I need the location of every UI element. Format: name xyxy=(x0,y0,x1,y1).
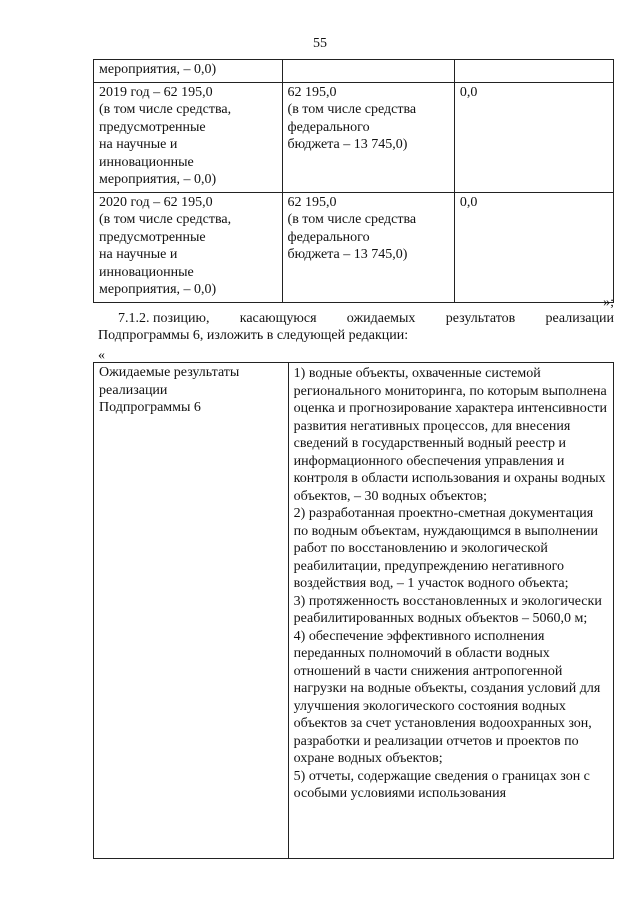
results-label: Ожидаемые результаты реализации Подпрограммы 6 xyxy=(94,363,289,859)
table-row xyxy=(94,60,614,83)
table-cell: 2019 год – 62 195,0 (в том числе средства, предусмотренные на научные и инновационные мероприятия, – 0,0) xyxy=(94,82,283,192)
results-list xyxy=(288,363,613,859)
list-item: 4) обеспечение эффективного исполнения переданных полномочий в области водных отношений в части снижения антропогенной нагрузки на водные объекты, создания условий для улучшения экологического состояния водных объектов за счет установления водоохранных зон, разработки и реализации отчетов и проектов по охране водных объектов; xyxy=(293,628,601,766)
paragraph-word: результатов xyxy=(445,311,516,326)
results-table xyxy=(93,362,614,859)
table-cell xyxy=(454,60,613,83)
paragraph-line xyxy=(118,310,614,328)
funding-table xyxy=(93,59,614,303)
table-row xyxy=(94,82,614,192)
table-cell: 62 195,0 (в том числе средства федерального бюджета – 13 745,0) xyxy=(282,192,454,302)
paragraph-word: ожидаемых xyxy=(346,311,416,326)
page-number: 55 xyxy=(313,36,327,51)
list-item: 2) разработанная проектно-сметная документация по водным объектам, нуждающимся в выполнении работ по восстановлению и экологической реабилитации, предупреждению негативного воздействия вод, – 1 участок водного объекта; xyxy=(293,506,599,591)
paragraph-word: реализации xyxy=(545,311,614,326)
table-row xyxy=(94,192,614,302)
list-item: 5) отчеты, содержащие сведения о границах зон с особыми условиями использования xyxy=(293,768,590,801)
table-cell: 62 195,0 (в том числе средства федерального бюджета – 13 745,0) xyxy=(282,82,454,192)
table-cell: 0,0 xyxy=(454,82,613,192)
closing-quote: »; xyxy=(603,295,614,310)
list-item: 3) протяженность восстановленных и экологически реабилитированных водных объектов – 5060,0 м; xyxy=(293,593,602,626)
list-item: 1) водные объекты, охваченные системой регионального мониторинга, по которым выполнена оценка и прогнозирование характера интенсивности развития негативных процессов, для внесения сведений в государственный водный реестр и информационного обеспечения управления и контроля в области использования и охраны водных объектов, – 30 водных объектов; xyxy=(293,366,607,504)
paragraph-line: Подпрограммы 6, изложить в следующей редакции: xyxy=(98,328,409,343)
opening-quote: « xyxy=(98,348,105,363)
table-cell: 2020 год – 62 195,0 (в том числе средства, предусмотренные на научные и инновационные мероприятия, – 0,0) xyxy=(94,192,283,302)
table-cell xyxy=(282,60,454,83)
paragraph-word: 7.1.2. позицию, xyxy=(118,311,210,326)
table-row xyxy=(94,363,614,859)
table-cell: мероприятия, – 0,0) xyxy=(94,60,283,83)
paragraph-word: касающуюся xyxy=(239,311,317,326)
table-cell: 0,0 xyxy=(454,192,613,302)
